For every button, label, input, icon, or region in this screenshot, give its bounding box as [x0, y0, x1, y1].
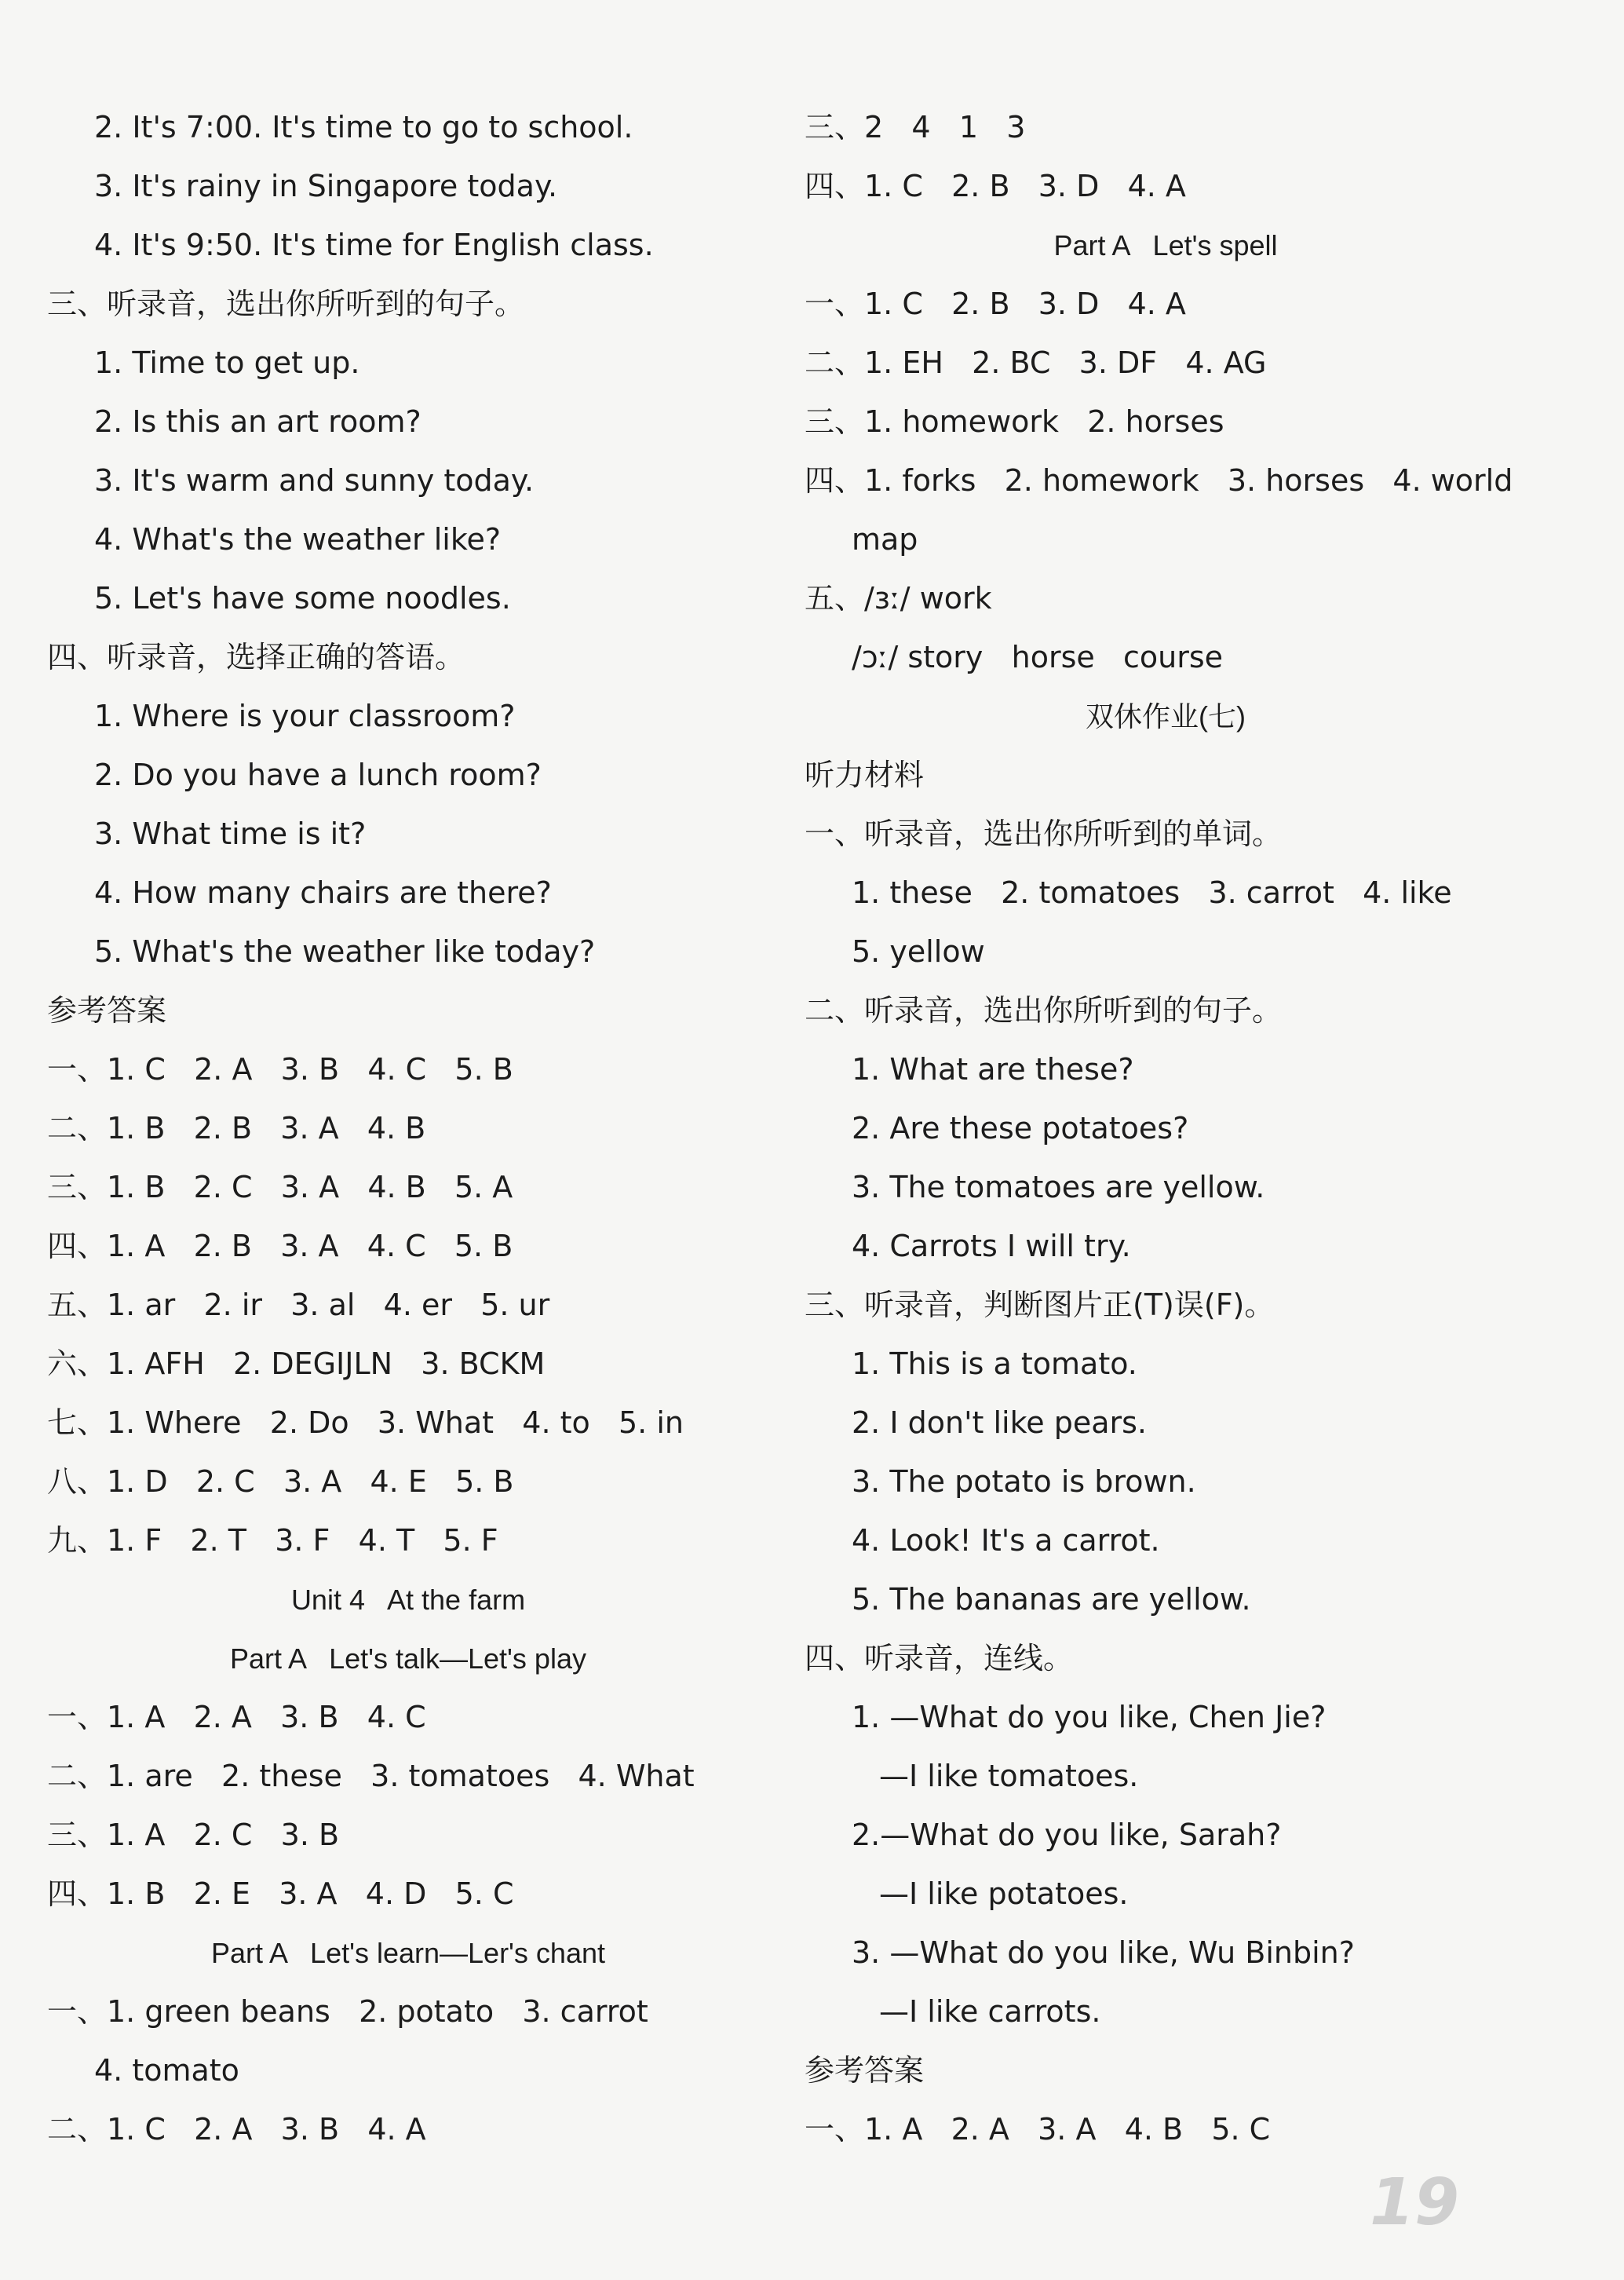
text-line: 九、1. F 2. T 3. F 4. T 5. F	[47, 1523, 498, 1558]
text-line: 4. Carrots I will try.	[852, 1229, 1131, 1263]
text-line: 四、1. A 2. B 3. A 4. C 5. B	[47, 1229, 513, 1263]
text-line: 四、1. forks 2. homework 3. horses 4. world	[805, 463, 1513, 498]
text-line: 参考答案	[805, 2053, 925, 2088]
text-line: 3. The potato is brown.	[852, 1464, 1196, 1499]
text-line: 3. What time is it?	[94, 817, 367, 851]
text-line: 1. This is a tomato.	[852, 1346, 1137, 1381]
text-line: 七、1. Where 2. Do 3. What 4. to 5. in	[47, 1405, 684, 1440]
page-number: 19	[1370, 2165, 1460, 2240]
text-line: 三、1. B 2. C 3. A 4. B 5. A	[47, 1170, 513, 1204]
text-line: 五、1. ar 2. ir 3. al 4. er 5. ur	[47, 1288, 550, 1322]
text-line: 二、听录音，选出你所听到的句子。	[805, 993, 1283, 1028]
text-line: 5. The bananas are yellow.	[852, 1582, 1251, 1617]
text-line: 二、1. are 2. these 3. tomatoes 4. What	[47, 1759, 695, 1793]
text-line: 1. Where is your classroom?	[94, 699, 516, 733]
text-line: 1. —What do you like, Chen Jie?	[852, 1700, 1327, 1734]
text-line: 5. What's the weather like today?	[94, 934, 596, 969]
section-heading: Unit 4 At the farm	[290, 1584, 526, 1616]
section-heading: 双休作业(七)	[1086, 700, 1246, 733]
text-line: 三、听录音，选出你所听到的句子。	[47, 287, 525, 321]
text-line: 一、1. C 2. A 3. B 4. C 5. B	[47, 1052, 513, 1087]
text-line: —I like tomatoes.	[879, 1759, 1139, 1793]
text-line: 2. Is this an art room?	[94, 404, 422, 439]
text-line: 一、1. A 2. A 3. B 4. C	[47, 1700, 426, 1734]
text-line: 三、2 4 1 3	[805, 110, 1026, 144]
text-line: 5. Let's have some noodles.	[94, 581, 511, 616]
left-column	[31, 98, 785, 2159]
right-column	[789, 98, 1542, 2159]
section-heading: Part A Let's learn—Ler's chant	[210, 1937, 605, 1969]
text-line: 八、1. D 2. C 3. A 4. E 5. B	[47, 1464, 514, 1499]
section-heading: Part A Let's talk—Let's play	[230, 1642, 586, 1675]
text-line: 四、听录音，选择正确的答语。	[47, 640, 465, 674]
text-line: 一、1. C 2. B 3. D 4. A	[805, 287, 1186, 321]
text-line: 听力材料	[805, 758, 925, 792]
text-line: 三、1. homework 2. horses	[805, 404, 1224, 439]
text-line: /ɔː/ story horse course	[852, 640, 1224, 674]
text-line: 2. I don't like pears.	[852, 1405, 1148, 1440]
text-line: 4. tomato	[94, 2053, 239, 2088]
text-line: 五、/ɜː/ work	[805, 581, 992, 616]
text-line: 3. —What do you like, Wu Binbin?	[852, 1935, 1355, 1970]
text-line: —I like carrots.	[879, 1994, 1101, 2029]
text-line: 2.—What do you like, Sarah?	[852, 1818, 1282, 1852]
text-line: 二、1. C 2. A 3. B 4. A	[47, 2112, 426, 2147]
text-line: 3. The tomatoes are yellow.	[852, 1170, 1265, 1204]
text-line: 一、听录音，选出你所听到的单词。	[805, 817, 1283, 851]
text-line: 3. It's warm and sunny today.	[94, 463, 535, 498]
text-line: 1. What are these?	[852, 1052, 1134, 1087]
text-line: 六、1. AFH 2. DEGIJLN 3. BCKM	[47, 1346, 546, 1381]
text-line: 4. It's 9:50. It's time for English class.	[94, 228, 654, 262]
text-line: 4. What's the weather like?	[94, 522, 502, 557]
text-line: 二、1. EH 2. BC 3. DF 4. AG	[805, 345, 1267, 380]
text-line: 四、听录音，连线。	[805, 1641, 1074, 1675]
text-line: —I like potatoes.	[879, 1876, 1129, 1911]
text-line: 4. Look! It's a carrot.	[852, 1523, 1160, 1558]
text-line: 三、听录音，判断图片正(T)误(F)。	[805, 1288, 1275, 1322]
text-line: 2. Are these potatoes?	[852, 1111, 1189, 1145]
text-line: 四、1. B 2. E 3. A 4. D 5. C	[47, 1876, 514, 1911]
text-line: 二、1. B 2. B 3. A 4. B	[47, 1111, 426, 1145]
text-line: 三、1. A 2. C 3. B	[47, 1818, 340, 1852]
text-line: 4. How many chairs are there?	[94, 875, 552, 910]
text-line: 一、1. A 2. A 3. A 4. B 5. C	[805, 2112, 1271, 2147]
text-line: 5. yellow	[852, 934, 985, 969]
text-line: 1. Time to get up.	[94, 345, 360, 380]
text-line: 1. these 2. tomatoes 3. carrot 4. like	[852, 875, 1452, 910]
text-line: 2. It's 7:00. It's time to go to school.	[94, 110, 633, 144]
text-line: 3. It's rainy in Singapore today.	[94, 169, 558, 203]
text-line: 2. Do you have a lunch room?	[94, 758, 542, 792]
text-line: map	[852, 522, 918, 557]
text-line: 一、1. green beans 2. potato 3. carrot	[47, 1994, 648, 2029]
section-heading: Part A Let's spell	[1053, 229, 1278, 261]
text-line: 四、1. C 2. B 3. D 4. A	[805, 169, 1186, 203]
text-line: 参考答案	[47, 993, 167, 1028]
